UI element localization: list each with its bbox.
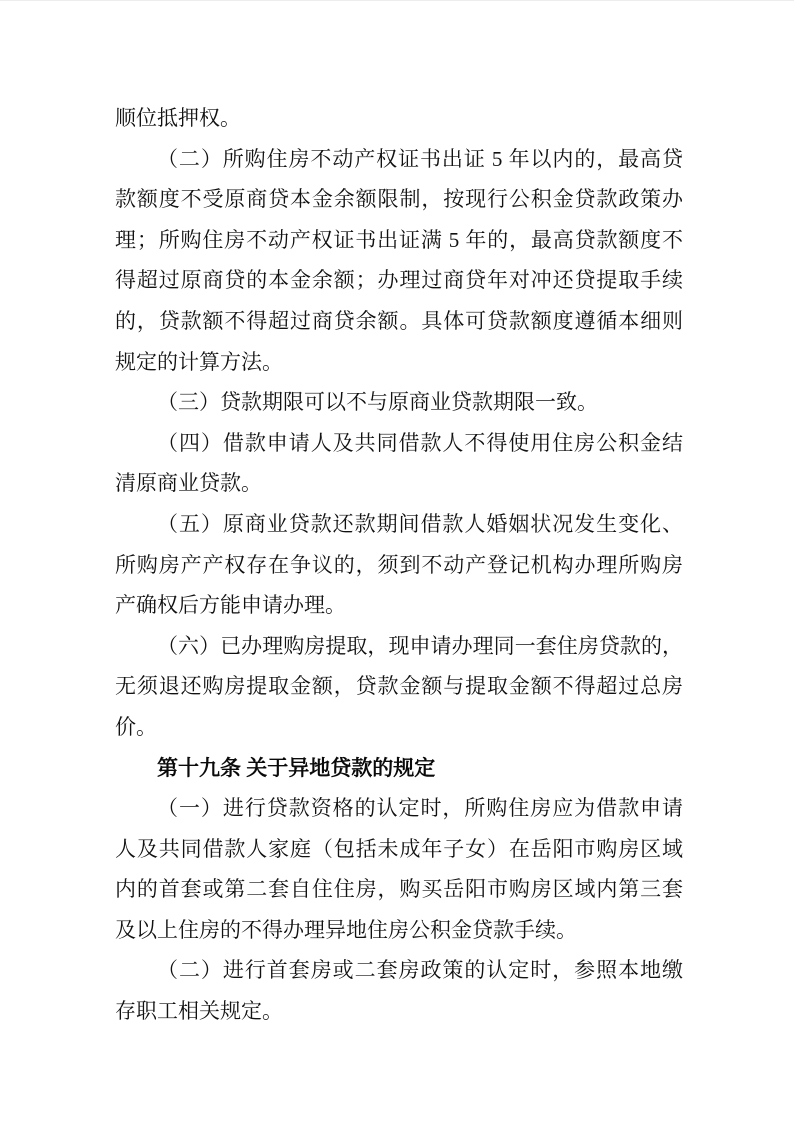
text-line: 人及共同借款人家庭（包括未成年子女）在岳阳市购房区域 xyxy=(115,836,683,861)
text-line: （三）贷款期限可以不与原商业贷款期限一致。 xyxy=(157,390,598,415)
text-line: 理；所购住房不动产权证书出证满 5 年的，最高贷款额度不 xyxy=(115,227,683,252)
text-line: （二）所购住房不动产权证书出证 5 年以内的，最高贷 xyxy=(157,146,683,171)
text-line: 所购房产产权存在争议的，须到不动产登记机构办理所购房 xyxy=(115,552,683,577)
text-line: 及以上住房的不得办理异地住房公积金贷款手续。 xyxy=(115,917,577,942)
text-line: 无须退还购房提取金额，贷款金额与提取金额不得超过总房 xyxy=(115,674,683,699)
text-line: 产确权后方能申请办理。 xyxy=(115,593,346,618)
text-line: （二）进行首套房或二套房政策的认定时，参照本地缴 xyxy=(157,958,683,983)
text-line: 价。 xyxy=(115,714,157,739)
text-line: 的，贷款额不得超过商贷余额。具体可贷款额度遵循本细则 xyxy=(115,308,683,333)
text-line: 存职工相关规定。 xyxy=(115,999,283,1024)
text-line: （四）借款申请人及共同借款人不得使用住房公积金结 xyxy=(157,430,683,455)
text-line: 清原商业贷款。 xyxy=(115,471,262,496)
text-line: 规定的计算方法。 xyxy=(115,349,283,374)
text-line: 顺位抵押权。 xyxy=(115,106,241,130)
text-line: 内的首套或第二套自住住房，购买岳阳市购房区域内第三套 xyxy=(115,877,683,902)
text-line: 款额度不受原商贷本金余额限制，按现行公积金贷款政策办 xyxy=(115,187,683,212)
text-line: 得超过原商贷的本金余额；办理过商贷年对冲还贷提取手续 xyxy=(115,268,683,293)
text-line: （一）进行贷款资格的认定时，所购住房应为借款申请 xyxy=(157,796,683,821)
section-heading: 第十九条 关于异地贷款的规定 xyxy=(157,755,436,780)
document-text-block xyxy=(115,98,683,1032)
text-line: （五）原商业贷款还款期间借款人婚姻状况发生变化、 xyxy=(157,511,683,536)
text-line: （六）已办理购房提取，现申请办理同一套住房贷款的， xyxy=(157,633,683,658)
